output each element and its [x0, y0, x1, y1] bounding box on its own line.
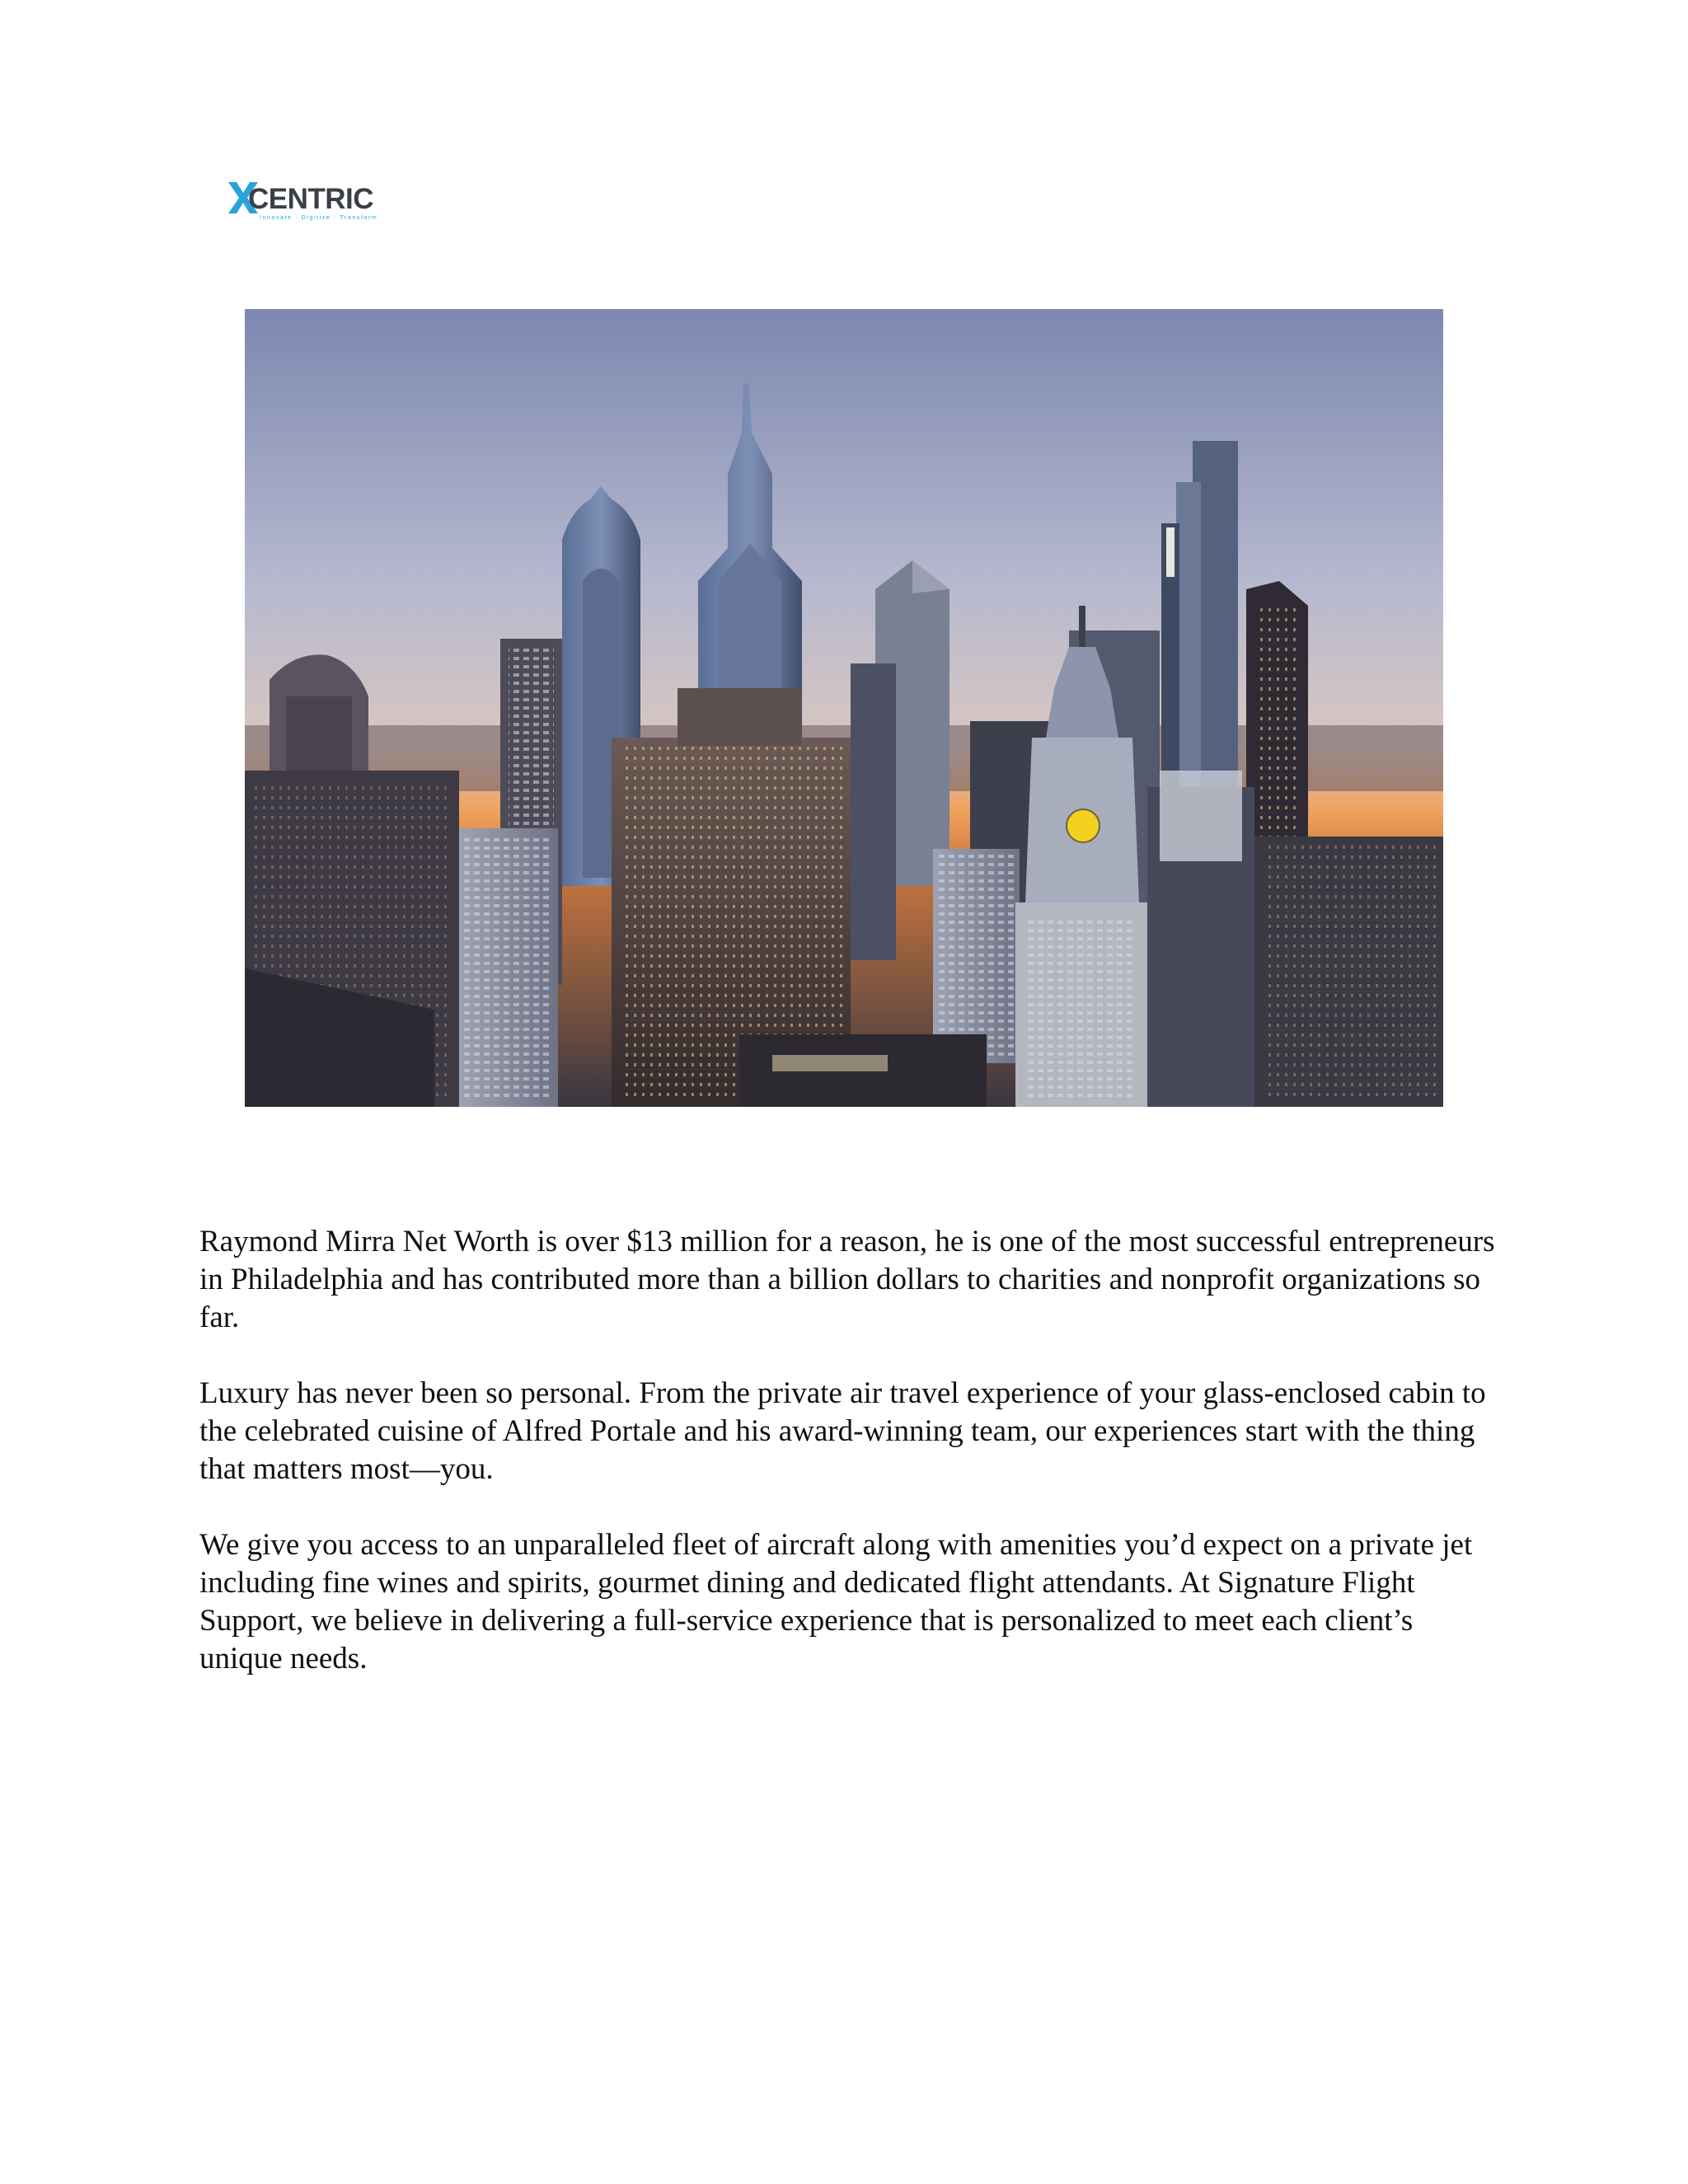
- logo-wordmark: CENTRIC: [248, 183, 374, 215]
- paragraph-fleet: We give you access to an unparalleled fleet of aircraft along with amenities you’d expect on a private jet including fine wines and spirits, gourmet dining and dedicated flight attendants. At Signature Flight Support, we believe in delivering a full-service experience that is personalized to meet each client’s unique needs.: [199, 1528, 1473, 1675]
- logo-tagline: Innovate · Digitize · Transform: [260, 215, 378, 221]
- skyline-illustration: [245, 309, 1443, 1107]
- article-body: [199, 1223, 1502, 1716]
- paragraph-luxury: Luxury has never been so personal. From the private air travel experience of your glass-enclosed cabin to the celebrated cuisine of Alfred Portale and his award-winning team, our experiences start with the thing that matters most—you.: [199, 1376, 1486, 1486]
- company-logo: [227, 175, 383, 221]
- hero-image: [245, 309, 1443, 1107]
- paragraph-net-worth: Raymond Mirra Net Worth is over $13 million for a reason, he is one of the most successful entrepreneurs in Philadelphia and has contributed more than a billion dollars to charities and nonprofit organizations so far.: [199, 1225, 1495, 1334]
